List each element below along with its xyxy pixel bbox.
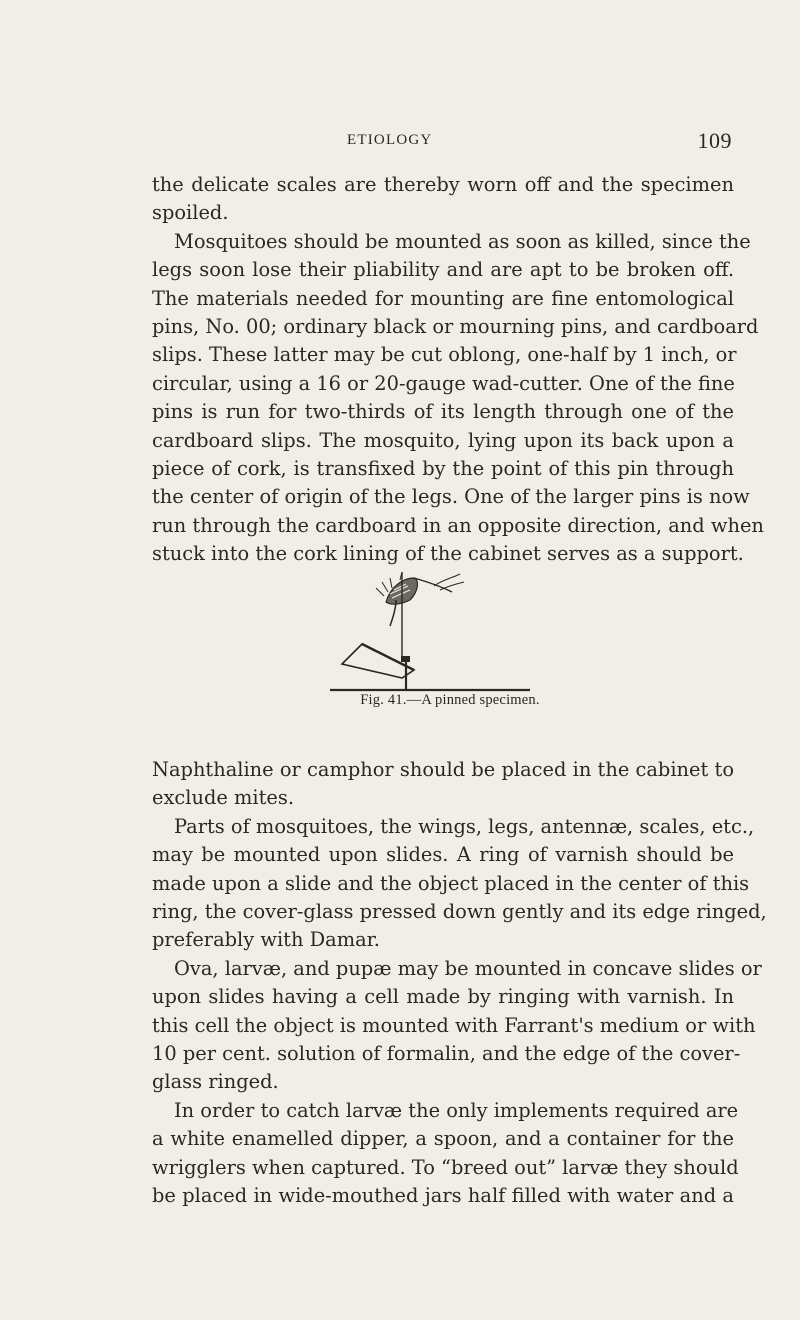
text-line: In order to catch larvæ the only implements required are bbox=[174, 1098, 739, 1122]
mosquito-drawing bbox=[376, 572, 464, 626]
text-line: run through the cardboard in an opposite direction, and when bbox=[152, 513, 764, 537]
text-line: pins, No. 00; ordinary black or mourning pins, and cardboard bbox=[152, 315, 759, 339]
text-line: the delicate scales are thereby worn off and the specimen bbox=[152, 173, 734, 196]
figure-pinned-specimen bbox=[330, 566, 570, 716]
text-line: be placed in wide-mouthed jars half filled with water and a bbox=[152, 1184, 734, 1208]
figure-caption: Fig. 41.—A pinned specimen. bbox=[360, 692, 540, 708]
text-line: pins is run for two-thirds of its length through one of the bbox=[152, 400, 734, 424]
text-line: Ova, larvæ, and pupæ may be mounted in concave slides or bbox=[174, 956, 762, 980]
text-line: made upon a slide and the object placed in the center of this bbox=[152, 871, 750, 895]
text-line: legs soon lose their pliability and are apt to be broken off. bbox=[152, 258, 734, 282]
text-line: circular, using a 16 or 20-gauge wad-cutter. One of the fine bbox=[152, 371, 735, 395]
text-line: may be mounted upon slides. A ring of varnish should be bbox=[152, 843, 734, 867]
page-number: 109 bbox=[697, 128, 732, 153]
text-line: Parts of mosquitoes, the wings, legs, antennæ, scales, etc., bbox=[174, 814, 755, 838]
text-line: exclude mites. bbox=[152, 786, 294, 810]
text-line: slips. These latter may be cut oblong, one-half by 1 inch, or bbox=[152, 343, 737, 367]
paragraph bbox=[152, 228, 764, 569]
text-line: glass ringed. bbox=[152, 1070, 279, 1094]
text-line: preferably with Damar. bbox=[152, 928, 380, 952]
text-line: wrigglers when captured. To “breed out” larvæ they should bbox=[152, 1155, 739, 1179]
text-line: The materials needed for mounting are fine entomological bbox=[152, 286, 734, 310]
text-line: spoiled. bbox=[152, 201, 229, 225]
text-line: stuck into the cork lining of the cabinet serves as a support. bbox=[152, 542, 744, 566]
text-line: a white enamelled dipper, a spoon, and a container for the bbox=[152, 1127, 734, 1151]
paragraph bbox=[152, 756, 734, 813]
text-line: Mosquitoes should be mounted as soon as killed, since the bbox=[174, 229, 751, 253]
text-block-before-figure bbox=[152, 171, 764, 569]
text-block-after-figure bbox=[152, 756, 767, 1211]
text-line: 10 per cent. solution of formalin, and the edge of the cover- bbox=[152, 1042, 741, 1066]
text-line: Naphthaline or camphor should be placed in the cabinet to bbox=[152, 758, 734, 781]
text-line: the center of origin of the legs. One of the larger pins is now bbox=[152, 485, 750, 509]
pin-head bbox=[401, 656, 410, 662]
text-line: ring, the cover-glass pressed down gently and its edge ringed, bbox=[152, 900, 767, 924]
paragraph bbox=[152, 171, 734, 228]
running-head: ETIOLOGY bbox=[347, 132, 433, 148]
text-line: piece of cork, is transfixed by the point of this pin through bbox=[152, 457, 734, 481]
paragraph bbox=[152, 1097, 739, 1211]
paragraph bbox=[152, 813, 767, 955]
text-line: this cell the object is mounted with Farrant's medium or with bbox=[152, 1013, 756, 1037]
pinned-specimen-illustration bbox=[330, 566, 570, 692]
text-line: cardboard slips. The mosquito, lying upon its back upon a bbox=[152, 428, 734, 452]
page-header bbox=[152, 128, 734, 160]
paragraph bbox=[152, 955, 762, 1097]
text-line: upon slides having a cell made by ringing with varnish. In bbox=[152, 985, 734, 1009]
